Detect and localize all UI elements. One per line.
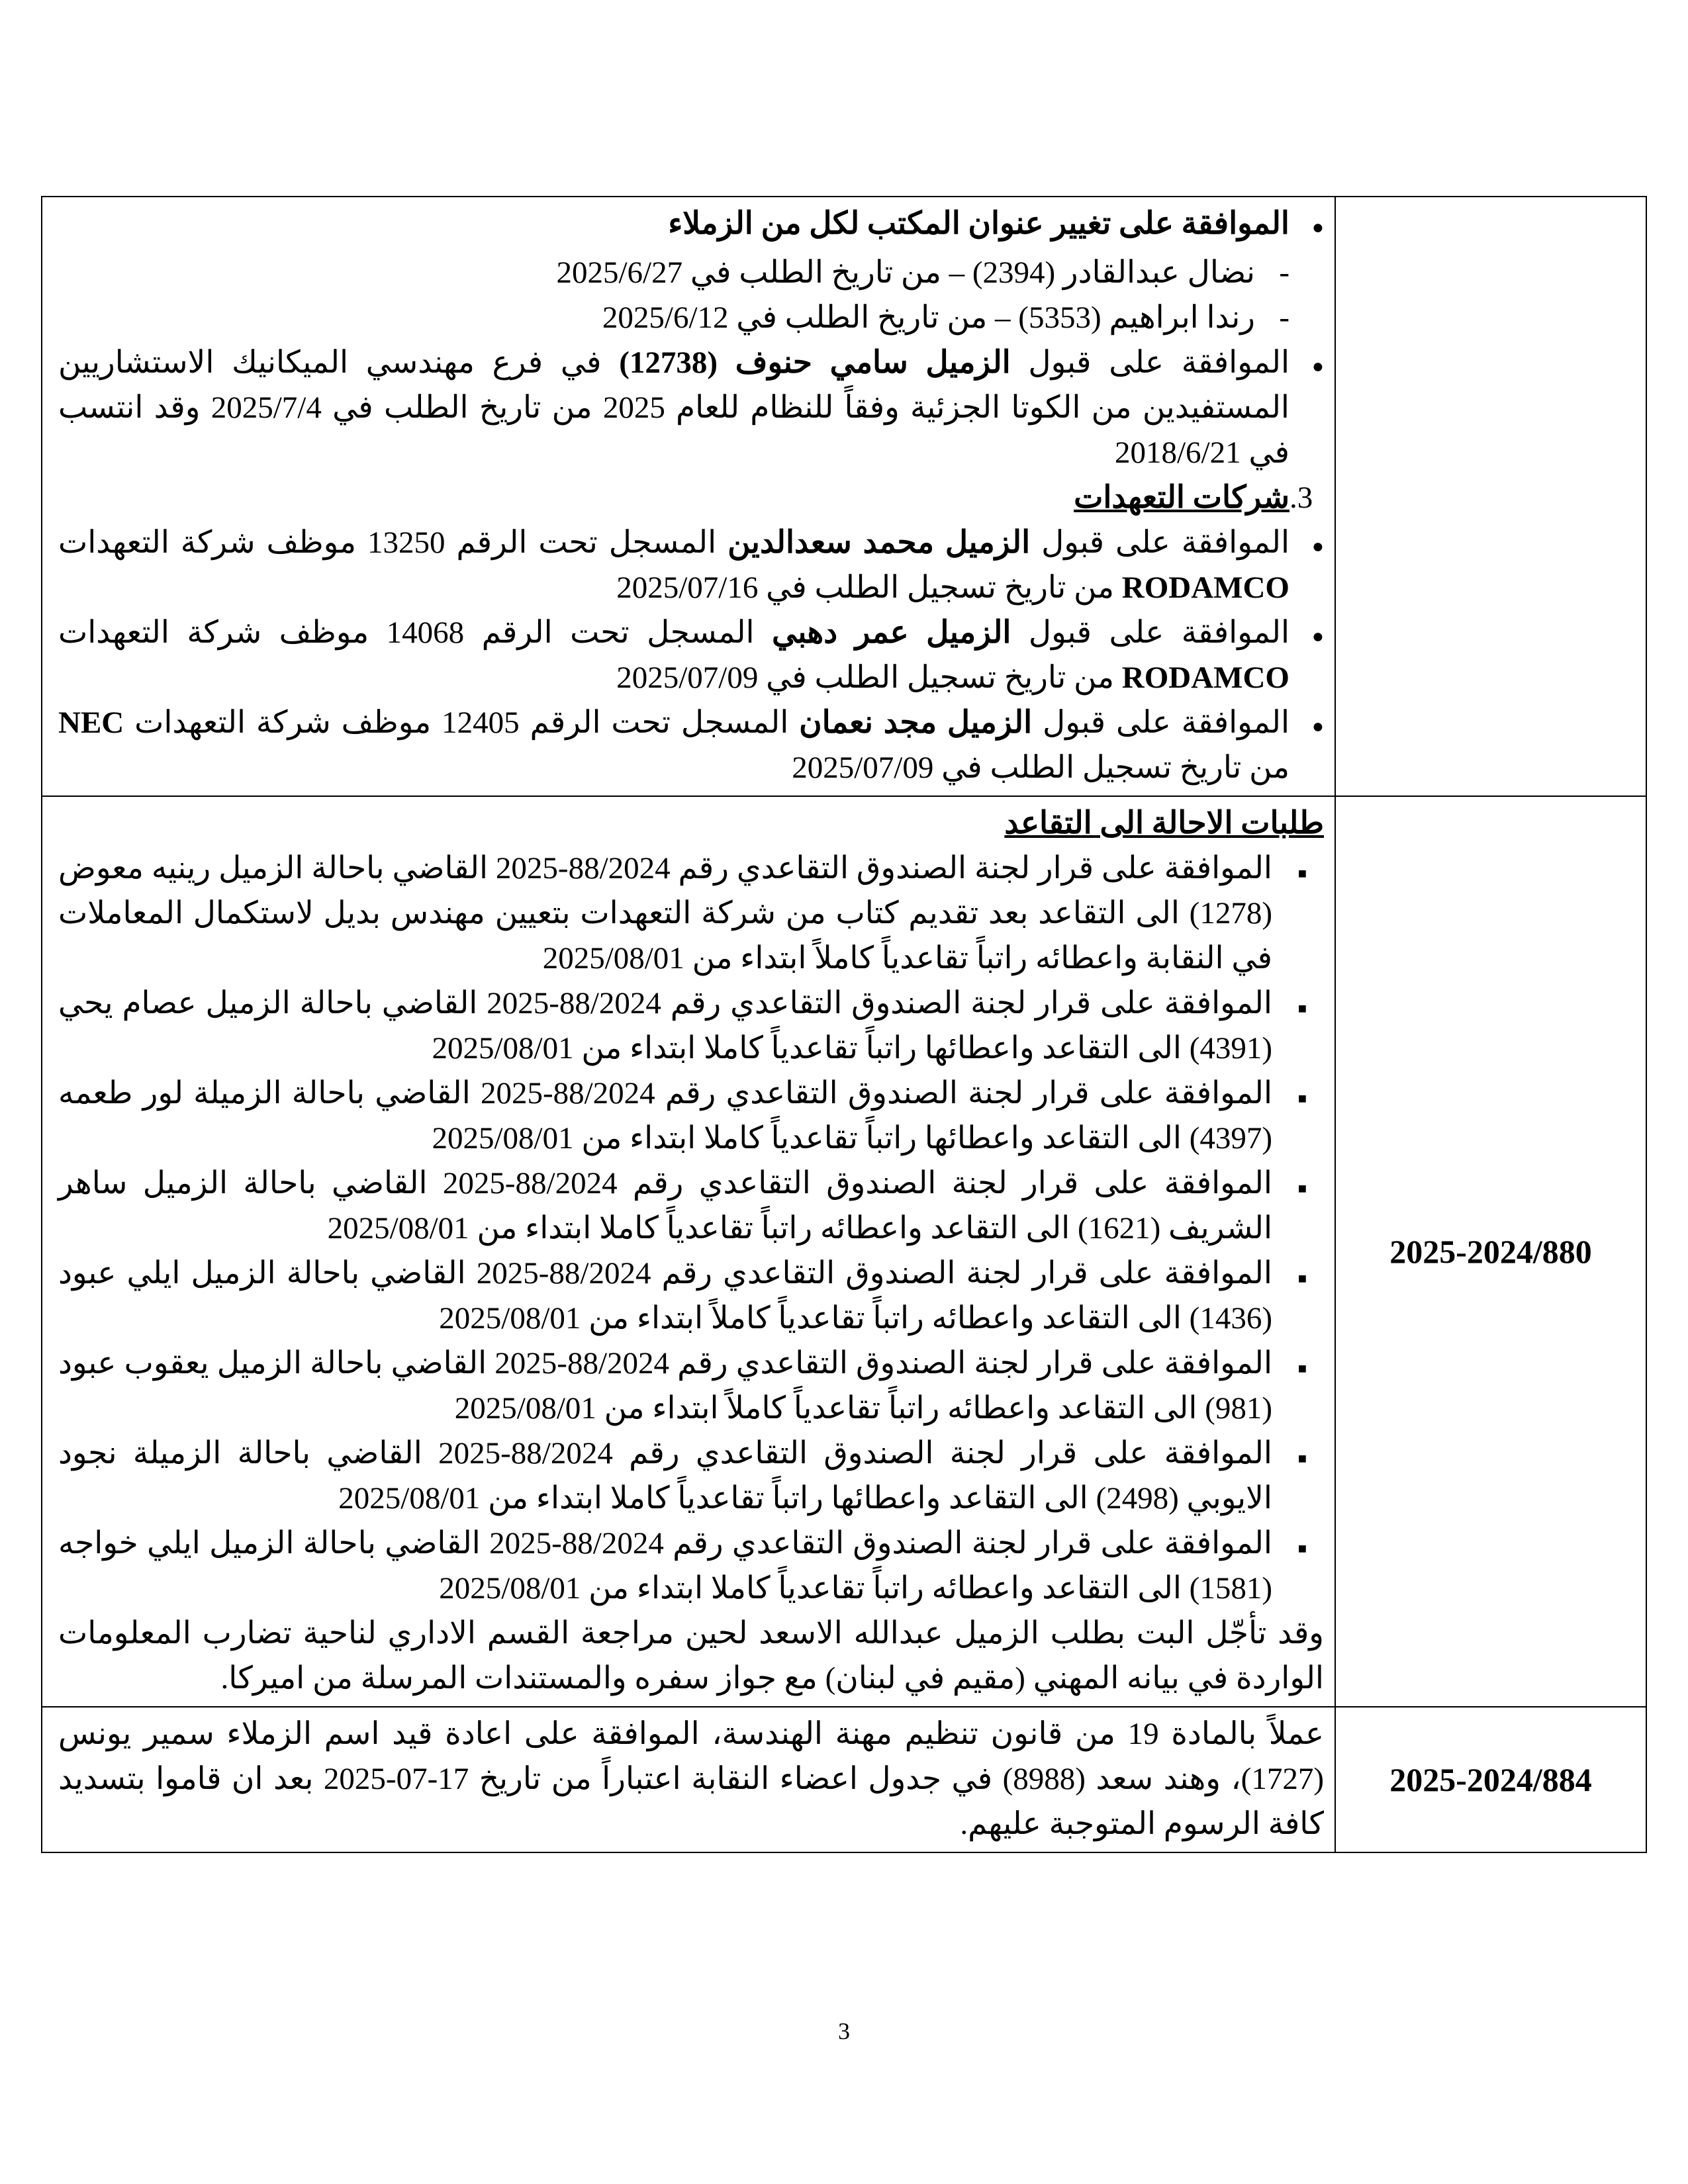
retirement-heading: طلبات الاحالة الى التقاعد [1004,806,1324,841]
page-number: 3 [838,2018,850,2044]
retirement-item: الموافقة على قرار لجنة الصندوق التقاعدي رقم 88/2024-2025 القاضي باحالة الزميل رينيه معوض (1278) الى التقاعد بعد تقديم كتاب من شركة التعهدات بتعيين مهندس بديل لاستكمال المعاملات في النقابة واعطائه راتباً تقاعدياً كاملاً ابتداء من 2025/08/01 [58,851,1272,976]
list-item [58,1431,1324,1521]
company-name: RODAMCO [1121,660,1289,695]
bullet-square-icon: ■ [1297,1540,1307,1557]
address-change-item: نضال عبدالقادر (2394) – من تاريخ الطلب في 2025/6/27 [556,255,1255,290]
company-item-mid: المسجل تحت الرقم 13250 موظف شركة التعهدات [58,525,717,560]
company-item-post: من تاريخ تسجيل الطلب في 2025/07/09 [792,751,1289,785]
list-item [58,1161,1324,1251]
quota-text-pre: الموافقة على قبول [1028,345,1290,380]
table-row-884 [42,1707,1646,1852]
bullet-dot-icon: ● [1311,216,1324,238]
list-item [58,981,1324,1071]
retirement-item: الموافقة على قرار لجنة الصندوق التقاعدي رقم 88/2024-2025 القاضي باحالة الزميل يعقوب عبود (981) الى التقاعد واعطائه راتباً تقاعدياً كاملاً ابتداء من 2025/08/01 [58,1346,1272,1426]
company-name: RODAMCO [1121,570,1289,605]
company-name: NEC [58,705,124,740]
decision-number-text: 2025-2024/880 [1389,1233,1592,1270]
reinstatement-text: عملاً بالمادة 19 من قانون تنظيم مهنة الهندسة، الموافقة على اعادة قيد اسم الزملاء سمير يونس (1727)، وهند سعد (8988) في جدول اعضاء النقابة اعتباراً من تاريخ 17-07-2025 بعد ان قاموا بتسديد كافة الرسوم المتوجبة عليهم. [58,1717,1325,1841]
company-item-post: من تاريخ تسجيل الطلب في 2025/07/16 [616,570,1114,605]
bullet-dash-icon: - [1279,255,1289,290]
retirement-item: الموافقة على قرار لجنة الصندوق التقاعدي رقم 88/2024-2025 القاضي باحالة الزميلة نجود الايوبي (2498) الى التقاعد واعطائها راتباً تقاعدياً كاملا ابتداء من 2025/08/01 [58,1436,1272,1516]
list-item [58,201,1324,250]
bullet-dot-icon: ● [1311,715,1324,737]
list-item [58,250,1324,295]
list-item [58,700,1324,790]
list-item [58,520,1324,610]
retirement-item: الموافقة على قرار لجنة الصندوق التقاعدي رقم 88/2024-2025 القاضي باحالة الزميل عصام يحي (4391) الى التقاعد واعطائها راتباً تقاعدياً كاملا ابتداء من 2025/08/01 [58,986,1272,1066]
list-item [58,846,1324,981]
bullet-dot-icon: ● [1311,625,1324,647]
company-item-mid: المسجل تحت الرقم 12405 موظف شركة التعهدات [134,705,789,740]
bullet-dot-icon: ● [1311,355,1324,377]
bullet-square-icon: ■ [1297,1360,1307,1377]
quota-member-name: الزميل سامي حنوف (12738) [619,345,1011,380]
company-item-post: من تاريخ تسجيل الطلب في 2025/07/09 [616,660,1114,695]
decision-number-text: 2025-2024/884 [1389,1761,1592,1798]
list-item [58,610,1324,700]
company-item-pre: الموافقة على قبول [1028,615,1290,650]
company-item-pre: الموافقة على قبول [1043,705,1290,740]
section-companies-heading: شركات التعهدات [1074,480,1289,515]
company-member-name: الزميل مجد نعمان [799,705,1033,740]
section-number: 3. [1289,480,1313,515]
bullet-square-icon: ■ [1297,1180,1307,1197]
list-item [58,340,1324,475]
retirement-item: الموافقة على قرار لجنة الصندوق التقاعدي رقم 88/2024-2025 القاضي باحالة الزميل ايلي عبود (1436) الى التقاعد واعطائه راتباً تقاعدياً كاملاً ابتداء من 2025/08/01 [58,1256,1272,1336]
list-item [58,1251,1324,1341]
retirement-item: الموافقة على قرار لجنة الصندوق التقاعدي رقم 88/2024-2025 القاضي باحالة الزميل ساهر الشريف (1621) الى التقاعد واعطائه راتباً تقاعدياً كاملا ابتداء من 2025/08/01 [58,1166,1272,1246]
company-member-name: الزميل عمر دهبي [772,615,1011,650]
list-item [58,1341,1324,1431]
decision-body-880 [42,796,1335,1707]
list-item [58,295,1324,340]
decision-number-880 [1335,796,1646,1707]
table-row-continued [42,197,1646,796]
bullet-dot-icon: ● [1311,535,1324,557]
company-item-pre: الموافقة على قبول [1041,525,1290,560]
bullet-square-icon: ■ [1297,865,1307,882]
list-item [58,1071,1324,1161]
minutes-page [41,196,1647,1853]
postponement-note: وقد تأجّل البت بطلب الزميل عبدالله الاسعد لحين مراجعة القسم الاداري لناحية تضارب المعلومات الواردة في بيانه المهني (مقيم في لبنان) مع جواز سفره والمستندات المرسلة من اميركا. [58,1616,1324,1696]
section-heading [58,475,1324,520]
bullet-square-icon: ■ [1297,1270,1307,1287]
decision-body-884 [42,1707,1335,1852]
company-item-mid: المسجل تحت الرقم 14068 موظف شركة التعهدات [58,615,755,650]
table-row-880 [42,796,1646,1707]
bullet-square-icon: ■ [1297,1090,1307,1107]
bullet-square-icon: ■ [1297,1000,1307,1017]
decision-number-cell-empty [1335,197,1646,796]
bullet-dash-icon: - [1279,300,1289,335]
retirement-item: الموافقة على قرار لجنة الصندوق التقاعدي رقم 88/2024-2025 القاضي باحالة الزميل ايلي خواجه (1581) الى التقاعد واعطائه راتباً تقاعدياً كاملا ابتداء من 2025/08/01 [58,1526,1272,1606]
decision-number-884 [1335,1707,1646,1852]
bullet-square-icon: ■ [1297,1450,1307,1467]
company-member-name: الزميل محمد سعدالدين [727,525,1031,560]
decision-body-cell [42,197,1335,796]
list-item [58,1521,1324,1611]
retirement-item: الموافقة على قرار لجنة الصندوق التقاعدي رقم 88/2024-2025 القاضي باحالة الزميلة لور طعمه (4397) الى التقاعد واعطائها راتباً تقاعدياً كاملا ابتداء من 2025/08/01 [58,1076,1273,1156]
quota-text-post: في فرع مهندسي الميكانيك الاستشاريين المستفيدين من الكوتا الجزئية وفقاً للنظام للعام 2025 من تاريخ الطلب في 2025/7/4 وقد انتسب في 2018/6/21 [58,345,1289,470]
section-address-title: الموافقة على تغيير عنوان المكتب لكل من الزملاء [668,206,1289,241]
address-change-item: رندا ابراهيم (5353) – من تاريخ الطلب في 2025/6/12 [602,300,1255,335]
minutes-table [41,196,1647,1853]
